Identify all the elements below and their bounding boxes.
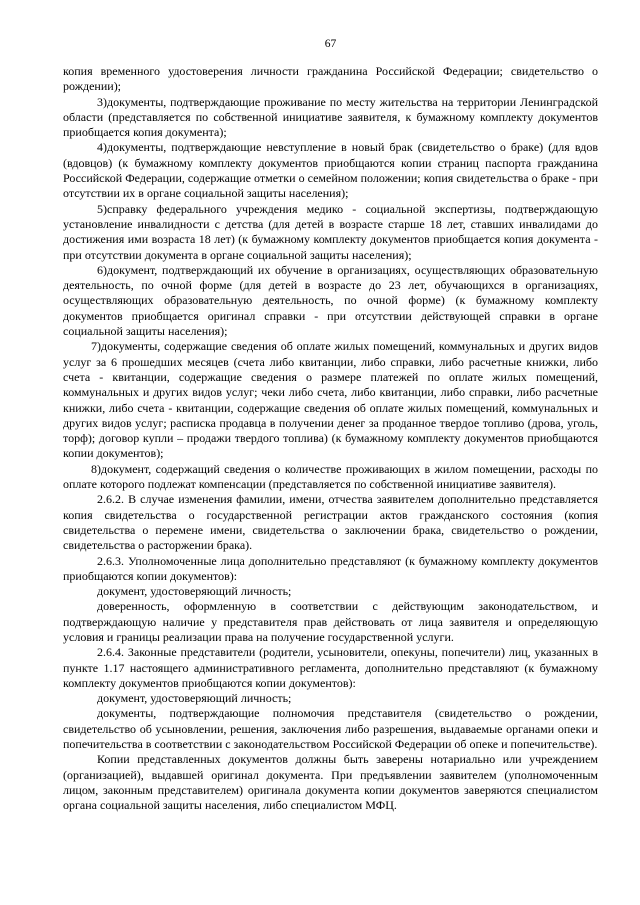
paragraph-item-8: 8)документ, содержащий сведения о количестве проживающих в жилом помещении, расходы по оплате которого подлежат компенсации (представляется по собственной инициативе заявителя).	[63, 461, 598, 492]
paragraph-item-6: 6)документ, подтверждающий их обучение в организациях, осуществляющих образовательную деятельность, по очной форме (для детей в возрасте до 23 лет, обучающихся в организациях, осуществляющих образовательную деятельность, по очной форме) (к бумажному комплекту документов приобщается оригинал справки - при отсутствии действующей справки в органе социальной защиты населения);	[63, 262, 598, 339]
page-number: 67	[324, 38, 337, 50]
paragraph-item-7: 7)документы, содержащие сведения об оплате жилых помещений, коммунальных и других видов услуг за 6 прошедших месяцев (счета либо квитанции, либо справки, либо расчетные книжки, либо счета - квитанции, содержащие сведения о размере платежей по оплате жилых помещений, коммунальных и других видов услуг; чеки либо счета, либо квитанции, либо справки, либо расчетные книжки, либо счета - квитанции, содержащие сведения об оплате жилых помещений, коммунальных и других видов услуг; расписка продавца в получении денег за проданное твердое топливо (дрова, уголь, торф); договор купли – продажи твердого топлива) (к бумажному комплекту документов приобщаются копии документов);	[63, 339, 598, 461]
paragraph-identity-document: документ, удостоверяющий личность;	[97, 584, 292, 599]
paragraph-2-6-3: 2.6.3. Уполномоченные лица дополнительно представляют (к бумажному комплекту документов приобщаются копии документов):	[63, 553, 598, 583]
paragraph-item-5: 5)справку федерального учреждения медико - социальной экспертизы, подтверждающую установление инвалидности с детства (для детей в возрасте старше 18 лет, ставших инвалидами до достижения ими возраста 18 лет) (к бумажному комплекту документов приобщается копия документа - при отсутствии документа в органе социальной защиты населения);	[63, 201, 598, 262]
paragraph-item-3: 3)документы, подтверждающие проживание по месту жительства на территории Ленинградской области (представляется по собственной инициативе заявителя, к бумажному комплекту документов приобщается копия документа);	[63, 94, 598, 140]
paragraph-power-of-attorney: доверенность, оформленную в соответствии с действующим законодательством, и подтверждающую наличие у представителя прав действовать от лица заявителя и определяющую условия и границы реализации права на получение государственной услуги.	[63, 599, 598, 644]
paragraph-continuation: копия временного удостоверения личности гражданина Российской Федерации; свидетельство о рождении);	[63, 64, 598, 94]
paragraph-identity-document-2: документ, удостоверяющий личность;	[97, 691, 292, 706]
paragraph-item-4: 4)документы, подтверждающие невступление в новый брак (свидетельство о браке) (для вдов (вдовцов) (к бумажному комплекту документов приобщаются копии страниц паспорта гражданина Российской Федерации, содержащие отметки о семейном положении; копия свидетельства о браке - при отсутствии их в органе социальной защиты населения);	[63, 140, 598, 201]
paragraph-representative-authority: документы, подтверждающие полномочия представителя (свидетельство о рождении, свидетельство об усыновлении, решения, заключения либо разрешения, выдаваемые органами опеки и попечительства в соответствии с законодательством Российской Федерации об опеке и попечительстве).	[63, 706, 598, 752]
paragraph-2-6-4: 2.6.4. Законные представители (родители, усыновители, опекуны, попечители) лиц, указанных в пункте 1.17 настоящего административного регламента, дополнительно представляют (к бумажному комплекту документов приобщаются копии документов):	[63, 645, 598, 690]
paragraph-2-6-2: 2.6.2. В случае изменения фамилии, имени, отчества заявителем дополнительно представляется копия свидетельства о государственной регистрации актов гражданского состояния (копия свидетельства о перемене имени, свидетельства о заключении брака, свидетельство о рождении, свидетельства о расторжении брака).	[63, 492, 598, 553]
paragraph-copies-certification: Копии представленных документов должны быть заверены нотариально или учреждением (организацией), выдавшей оригинал документа. При предъявлении заявителем (уполномоченным лицом, законным представителем) оригинала документа копии документов заверяются специалистом органа социальной защиты населения, либо специалистом МФЦ.	[63, 752, 598, 813]
